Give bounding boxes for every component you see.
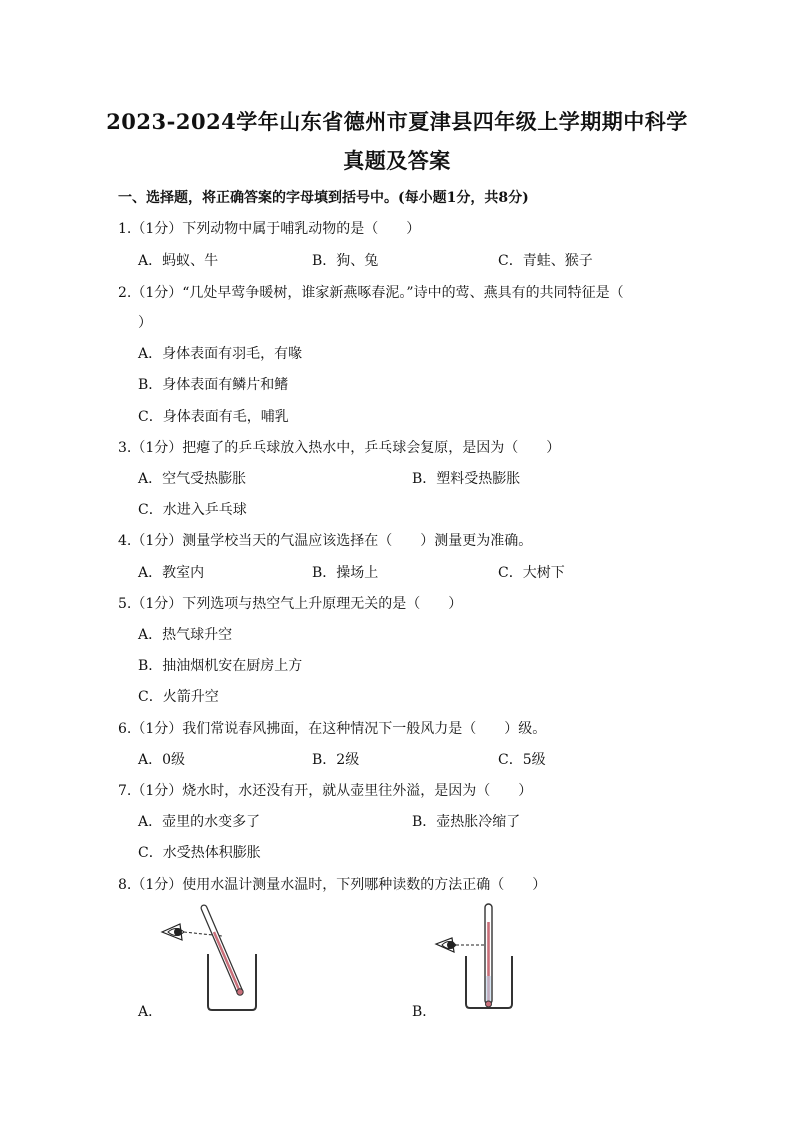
document-title-line-1: 2023-2024学年山东省德州市夏津县四年级上学期期中科学 bbox=[106, 109, 688, 134]
question-3-option-c: C．水进入乒乓球 bbox=[138, 502, 247, 518]
question-4-option-c: C．大树下 bbox=[498, 565, 565, 581]
question-6-option-b: B．2级 bbox=[312, 752, 360, 768]
question-3-option-a: A．空气受热膨胀 bbox=[138, 471, 247, 487]
question-2-option-b: B．身体表面有鳞片和鳍 bbox=[138, 377, 289, 393]
question-2-stem: 2.（1分）“几处早莺争暖树，谁家新燕啄春泥。”诗中的莺、燕具有的共同特征是（ bbox=[118, 285, 624, 301]
question-6-option-a: A．0级 bbox=[138, 752, 186, 768]
question-7-option-a: A．壶里的水变多了 bbox=[138, 814, 261, 830]
question-4-option-a: A．教室内 bbox=[138, 565, 205, 581]
question-8-option-a: A． bbox=[138, 1004, 163, 1020]
question-4-option-b: B．操场上 bbox=[312, 565, 379, 581]
section-heading: 一、选择题，将正确答案的字母填到括号中。(每小题1分，共8分) bbox=[118, 190, 529, 206]
question-3-stem: 3.（1分）把瘪了的乒乓球放入热水中，乒乓球会复原，是因为（ ） bbox=[118, 440, 561, 456]
eye-icon bbox=[436, 938, 456, 952]
question-5-option-b: B．抽油烟机安在厨房上方 bbox=[138, 658, 303, 674]
question-8-stem: 8.（1分）使用水温计测量水温时，下列哪种读数的方法正确（ ） bbox=[118, 877, 547, 893]
eye-icon bbox=[162, 924, 184, 940]
question-5-option-a: A．热气球升空 bbox=[138, 627, 233, 643]
question-5-stem: 5.（1分）下列选项与热空气上升原理无关的是（ ） bbox=[118, 596, 463, 612]
question-6-option-c: C．5级 bbox=[498, 752, 546, 768]
document-title-line-2: 真题及答案 bbox=[343, 148, 451, 173]
question-7-option-b: B．壶热胀冷缩了 bbox=[412, 814, 521, 830]
question-2-stem-continuation: ） bbox=[138, 315, 152, 331]
question-1-option-c: C．青蛙、猴子 bbox=[498, 253, 593, 269]
question-1-stem: 1.（1分）下列动物中属于哺乳动物的是（ ） bbox=[118, 221, 421, 237]
thermometer-icon bbox=[485, 904, 492, 1007]
figure-option-b bbox=[434, 900, 524, 1016]
question-6-stem: 6.（1分）我们常说春风拂面，在这种情况下一般风力是（ ）级。 bbox=[118, 721, 547, 737]
question-5-option-c: C．火箭升空 bbox=[138, 689, 219, 705]
question-7-option-c: C．水受热体积膨胀 bbox=[138, 845, 261, 861]
question-2-option-a: A．身体表面有羽毛，有喙 bbox=[138, 346, 303, 362]
question-7-stem: 7.（1分）烧水时，水还没有开，就从壶里往外溢，是因为（ ） bbox=[118, 783, 533, 799]
question-1-option-a: A．蚂蚁、牛 bbox=[138, 253, 219, 269]
question-4-stem: 4.（1分）测量学校当天的气温应该选择在（ ）测量更为准确。 bbox=[118, 533, 533, 549]
question-8-option-b: B． bbox=[412, 1004, 437, 1020]
figure-option-a bbox=[160, 902, 260, 1018]
question-1-option-b: B．狗、兔 bbox=[312, 253, 379, 269]
question-2-option-c: C．身体表面有毛，哺乳 bbox=[138, 409, 289, 425]
thermometer-icon bbox=[204, 908, 243, 995]
question-3-option-b: B．塑料受热膨胀 bbox=[412, 471, 521, 487]
